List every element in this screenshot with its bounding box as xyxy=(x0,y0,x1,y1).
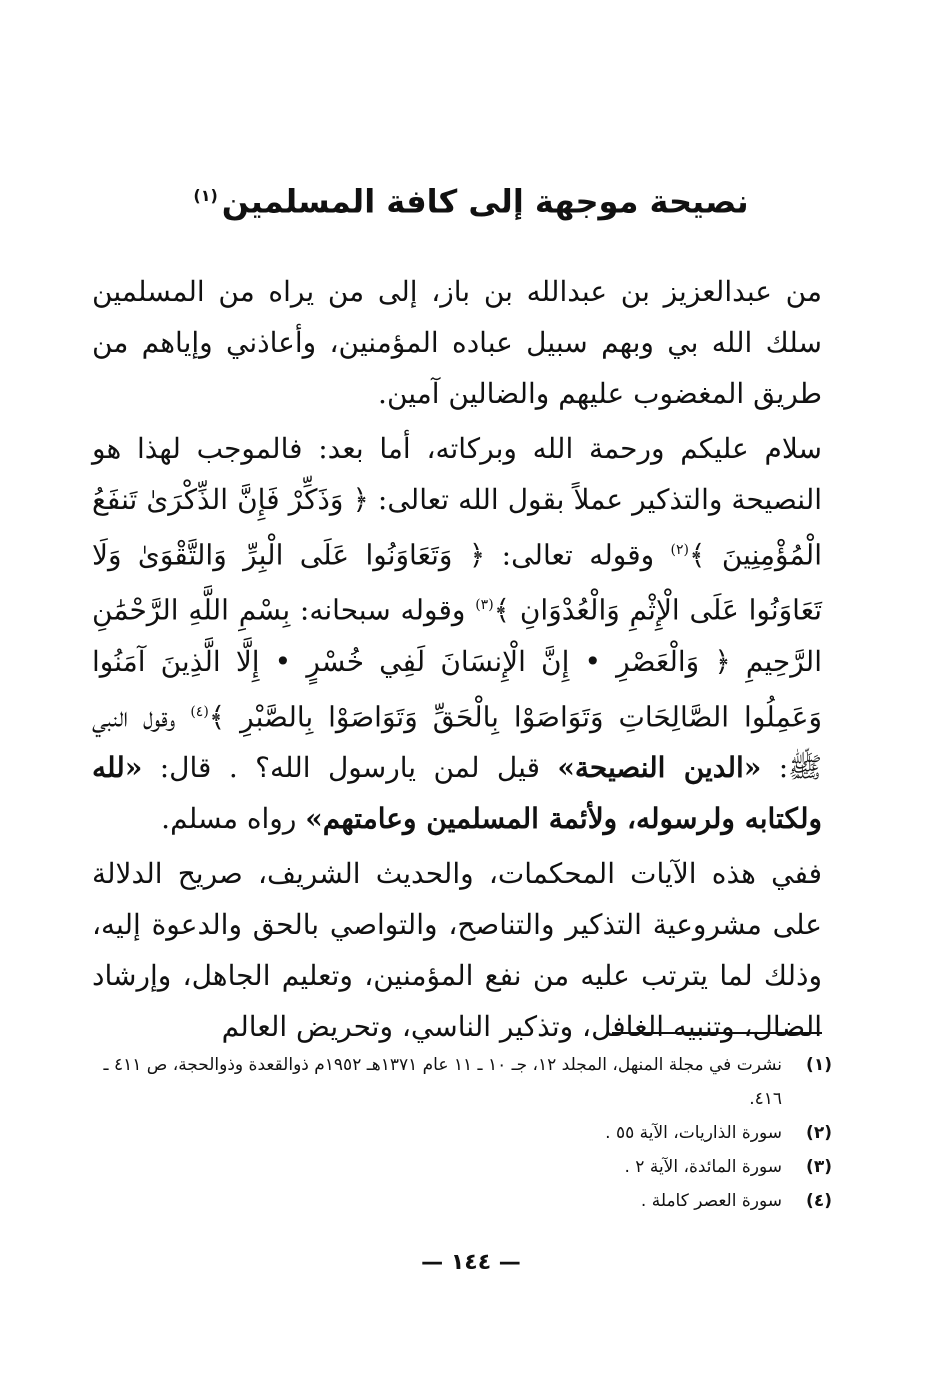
footnote-number: (٣) xyxy=(806,1157,832,1177)
footnote-marker-2: (٢) xyxy=(670,542,689,558)
footnote-marker-4: (٤) xyxy=(190,703,209,720)
footnote-number: (١) xyxy=(806,1055,832,1075)
title-footnote-marker: (١) xyxy=(193,186,218,205)
footnote-divider xyxy=(612,1032,822,1034)
p2-source: رواه مسلم. xyxy=(161,801,297,835)
footnotes xyxy=(80,1048,832,1218)
body-text xyxy=(92,266,822,1056)
page-number: — ١٤٤ — xyxy=(421,1250,521,1275)
footnote-1 xyxy=(80,1048,832,1116)
p2-question: قيل لمن يارسول الله؟ . قال: xyxy=(159,750,540,784)
p2-verse-2: وقوله تعالى: ﴿ وَتَعَاوَنُوا عَلَى الْبِرِّ وَالتَّقْوَىٰ وَلَا تَعَاوَنُوا عَلَى الْإِثْمِ وَالْعُدْوَانِ ﴾ xyxy=(92,538,822,627)
footnote-2 xyxy=(80,1116,832,1150)
page-title xyxy=(150,168,792,230)
footnote-marker-3: (٣) xyxy=(475,597,494,614)
title-text: نصيحة موجهة إلى كافة المسلمين xyxy=(221,182,749,221)
footnote-text: نشرت في مجلة المنهل، المجلد ١٢، جـ ١٠ ـ ١١ عام ١٣٧١هـ ١٩٥٢م ذوالقعدة وذوالحجة، ص ٤١١ ـ ٤١٦. xyxy=(103,1055,782,1109)
paragraph-3: ففي هذه الآيات المحكمات، والحديث الشريف، صريح الدلالة على مشروعية التذكير والتناصح، والتواصي بالحق والدعوة إليه، وذلك لما يترتب عليه من نفع المؤمنين، وتعليم الجاهل، وإرشاد الضال، وتنبيه الغافل، وتذكير الناسي، وتحريض العالم xyxy=(92,856,822,1043)
p2-verse-3: وقوله سبحانه: بِسْمِ اللَّهِ الرَّحْمَٰنِ الرَّحِيمِ ﴿ وَالْعَصْرِ • إِنَّ الْإِنسَانَ لَفِي خُسْرٍ • إِلَّا الَّذِينَ آمَنُوا وَعَمِلُوا الصَّالِحَاتِ وَتَوَاصَوْا بِالْحَقِّ وَتَوَاصَوْا بِالصَّبْرِ ﴾ xyxy=(92,593,822,733)
paragraph-1: من عبدالعزيز بن عبدالله بن باز، إلى من يراه من المسلمين سلك الله بي وبهم سبيل عباده المؤمنين، وأعاذني وإياهم من طريق المغضوب عليهم والضالين آمين. xyxy=(92,275,822,410)
footnote-text: سورة العصر كاملة . xyxy=(640,1191,782,1211)
p2-prophet-saying: وقول النبي ﷺ: xyxy=(92,699,822,784)
p2-intro: سلام عليكم ورحمة الله وبركاته، أما بعد: فالموجب لهذا هو النصيحة والتذكير عملاً بقول الله تعالى: ﴿ وَذَكِّرْ فَإِنَّ الذِّكْرَىٰ تَنفَعُ الْمُؤْمِنِينَ ﴾ xyxy=(92,432,823,572)
footnote-number: (٢) xyxy=(806,1123,832,1143)
footnote-text: سورة المائدة، الآية ٢ . xyxy=(624,1157,782,1177)
footnote-4 xyxy=(80,1184,832,1218)
hadith-quote-1: «الدين النصيحة» xyxy=(557,750,762,784)
hadith-quote-2: «لله ولكتابه ولرسوله، ولأئمة المسلمين وعامتهم» xyxy=(92,750,822,835)
footnote-3 xyxy=(80,1150,832,1184)
footnote-text: سورة الذاريات، الآية ٥٥ . xyxy=(605,1123,782,1143)
footnote-number: (٤) xyxy=(806,1191,832,1211)
paragraph-2 xyxy=(92,423,822,844)
